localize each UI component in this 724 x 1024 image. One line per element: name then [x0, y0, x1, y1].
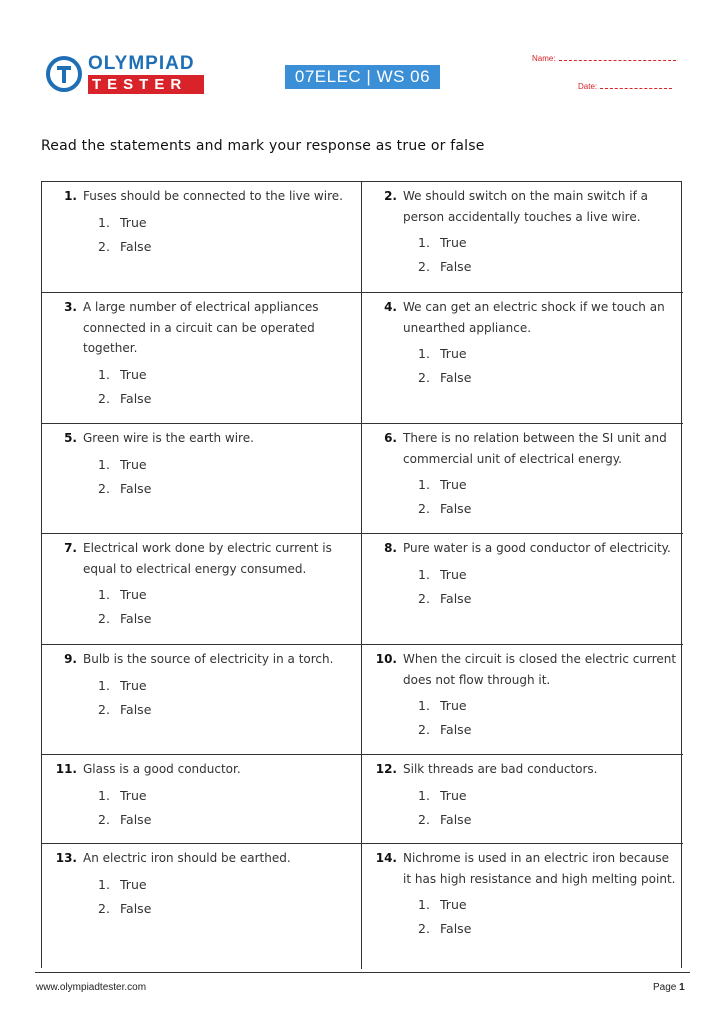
- answer-option-false[interactable]: [418, 718, 677, 742]
- option-number: 2.: [98, 900, 110, 916]
- date-field: [578, 82, 672, 91]
- question-cell: [362, 293, 683, 424]
- option-label: False: [440, 501, 472, 516]
- date-label: Date:: [578, 82, 598, 91]
- question-statement: [48, 428, 355, 449]
- answer-option-true[interactable]: [418, 473, 677, 497]
- answer-option-true[interactable]: [418, 784, 677, 808]
- option-number: 2.: [98, 238, 110, 254]
- option-label: True: [120, 366, 147, 382]
- question-statement: [48, 848, 355, 869]
- option-label: False: [440, 722, 472, 737]
- option-label: True: [120, 876, 147, 892]
- option-label: True: [120, 787, 147, 803]
- option-label: False: [120, 480, 152, 496]
- question-number: 13.: [55, 851, 77, 865]
- option-number: 1.: [418, 566, 430, 582]
- option-number: 1.: [418, 235, 430, 250]
- question-statement: [48, 649, 355, 670]
- question-number: 5.: [64, 431, 77, 445]
- option-label: True: [440, 235, 467, 250]
- question-statement: [48, 297, 355, 359]
- answer-option-false[interactable]: [418, 917, 677, 941]
- answer-options: [418, 231, 677, 279]
- option-number: 1.: [418, 346, 430, 361]
- question-text: Nichrome is used in an electric iron because it has high resistance and high melting point.: [403, 851, 676, 886]
- option-number: 1.: [418, 698, 430, 713]
- answer-options: [98, 784, 355, 832]
- option-number: 2.: [418, 259, 430, 274]
- name-blank[interactable]: [559, 60, 676, 61]
- question-number: 1.: [64, 189, 77, 203]
- question-statement: [368, 428, 677, 469]
- question-number: 10.: [375, 652, 397, 666]
- question-cell: [362, 182, 683, 293]
- question-text: Silk threads are bad conductors.: [403, 762, 598, 776]
- question-cell: [362, 645, 683, 755]
- option-label: False: [120, 390, 152, 406]
- answer-option-true[interactable]: [418, 231, 677, 255]
- footer-url: www.olympiadtester.com: [36, 982, 147, 993]
- question-number: 4.: [384, 300, 397, 314]
- answer-options: [418, 893, 677, 941]
- option-number: 1.: [98, 587, 110, 602]
- option-number: 2.: [418, 370, 430, 385]
- option-number: 1.: [98, 787, 110, 803]
- option-label: True: [440, 346, 467, 361]
- option-number: 1.: [98, 214, 110, 230]
- option-number: 1.: [98, 456, 110, 472]
- question-number: 12.: [375, 762, 397, 776]
- question-cell: [362, 844, 683, 969]
- answer-option-true[interactable]: [98, 583, 355, 607]
- question-number: 11.: [55, 762, 77, 776]
- option-label: True: [440, 566, 467, 582]
- question-number: 3.: [64, 300, 77, 314]
- option-label: False: [440, 811, 472, 827]
- answer-options: [418, 473, 677, 521]
- option-number: 2.: [98, 701, 110, 717]
- page-number: 1: [679, 982, 685, 993]
- answer-options: [98, 583, 355, 631]
- question-cell: [42, 534, 362, 645]
- question-number: 6.: [384, 431, 397, 445]
- question-text: There is no relation between the SI unit and commercial unit of electrical energy.: [403, 431, 667, 466]
- question-statement: [368, 649, 677, 690]
- question-number: 7.: [64, 541, 77, 555]
- question-statement: [368, 297, 677, 338]
- answer-option-true[interactable]: [418, 694, 677, 718]
- question-cell: [362, 534, 683, 645]
- date-blank[interactable]: [600, 88, 672, 89]
- question-cell: [42, 182, 362, 293]
- question-number: 8.: [384, 541, 397, 555]
- answer-option-false[interactable]: [418, 497, 677, 521]
- option-label: False: [440, 921, 472, 936]
- answer-option-false[interactable]: [98, 235, 355, 259]
- option-number: 2.: [418, 921, 430, 936]
- answer-options: [98, 363, 355, 411]
- question-number: 2.: [384, 189, 397, 203]
- option-label: True: [120, 456, 147, 472]
- answer-options: [418, 784, 677, 832]
- question-statement: [368, 538, 677, 559]
- question-text: We should switch on the main switch if a person accidentally touches a live wire.: [403, 189, 648, 224]
- option-number: 1.: [98, 366, 110, 382]
- question-cell: [362, 424, 683, 534]
- answer-option-false[interactable]: [98, 698, 355, 722]
- answer-option-false[interactable]: [418, 366, 677, 390]
- question-cell: [42, 844, 362, 969]
- question-cell: [42, 645, 362, 755]
- logo-t-icon: [46, 56, 82, 92]
- option-label: False: [120, 811, 152, 827]
- answer-options: [418, 563, 677, 611]
- question-cell: [42, 755, 362, 844]
- answer-option-true[interactable]: [98, 873, 355, 897]
- worksheet-code-badge: 07ELEC | WS 06: [285, 65, 440, 89]
- answer-option-false[interactable]: [98, 477, 355, 501]
- question-text: We can get an electric shock if we touch an unearthed appliance.: [403, 300, 665, 335]
- option-label: False: [440, 370, 472, 385]
- answer-option-false[interactable]: [98, 897, 355, 921]
- option-label: True: [440, 897, 467, 912]
- option-label: False: [440, 590, 472, 606]
- option-number: 1.: [98, 677, 110, 693]
- question-statement: [368, 186, 677, 227]
- option-label: True: [120, 214, 147, 230]
- instructions-heading: Read the statements and mark your response as true or false: [41, 138, 485, 154]
- option-label: False: [120, 238, 152, 254]
- option-number: 2.: [418, 811, 430, 827]
- answer-option-true[interactable]: [418, 342, 677, 366]
- question-text: A large number of electrical appliances connected in a circuit can be operated together.: [83, 300, 319, 355]
- question-cell: [42, 293, 362, 424]
- option-number: 1.: [418, 477, 430, 492]
- question-statement: [368, 759, 677, 780]
- answer-options: [98, 453, 355, 501]
- option-label: False: [120, 611, 152, 626]
- question-grid: [41, 181, 682, 968]
- option-number: 1.: [418, 897, 430, 912]
- question-cell: [362, 755, 683, 844]
- answer-option-true[interactable]: [98, 363, 355, 387]
- question-statement: [48, 538, 355, 579]
- option-label: False: [120, 900, 152, 916]
- name-label: Name:: [532, 54, 556, 63]
- answer-option-false[interactable]: [98, 387, 355, 411]
- option-number: 2.: [418, 501, 430, 516]
- question-number: 9.: [64, 652, 77, 666]
- question-text: Bulb is the source of electricity in a torch.: [83, 652, 334, 666]
- option-label: True: [440, 787, 467, 803]
- name-field: [532, 54, 676, 63]
- answer-options: [98, 873, 355, 921]
- option-label: True: [440, 477, 467, 492]
- answer-option-true[interactable]: [98, 453, 355, 477]
- option-number: 2.: [98, 390, 110, 406]
- option-number: 2.: [98, 811, 110, 827]
- olympiad-tester-logo: [46, 54, 206, 96]
- option-number: 2.: [418, 722, 430, 737]
- answer-option-true[interactable]: [98, 211, 355, 235]
- answer-option-false[interactable]: [98, 808, 355, 832]
- option-number: 1.: [98, 876, 110, 892]
- answer-option-false[interactable]: [418, 255, 677, 279]
- question-text: Green wire is the earth wire.: [83, 431, 254, 445]
- footer-page: [653, 982, 685, 993]
- question-cell: [42, 424, 362, 534]
- question-text: Electrical work done by electric current is equal to electrical energy consumed.: [83, 541, 332, 576]
- answer-option-true[interactable]: [98, 784, 355, 808]
- answer-options: [418, 342, 677, 390]
- logo-line1: OLYMPIAD: [88, 53, 195, 74]
- option-number: 2.: [98, 611, 110, 626]
- option-label: True: [440, 698, 467, 713]
- page-label: Page: [653, 982, 677, 993]
- answer-options: [418, 694, 677, 742]
- question-number: 14.: [375, 851, 397, 865]
- answer-option-true[interactable]: [418, 563, 677, 587]
- answer-option-true[interactable]: [98, 674, 355, 698]
- question-text: When the circuit is closed the electric current does not flow through it.: [403, 652, 677, 687]
- answer-options: [98, 211, 355, 259]
- option-number: 2.: [418, 590, 430, 606]
- logo-line2: TESTER: [88, 75, 204, 94]
- question-statement: [368, 848, 677, 889]
- option-label: True: [120, 677, 147, 693]
- answer-option-false[interactable]: [418, 587, 677, 611]
- option-number: 2.: [98, 480, 110, 496]
- answer-option-false[interactable]: [418, 808, 677, 832]
- question-text: An electric iron should be earthed.: [83, 851, 291, 865]
- answer-option-false[interactable]: [98, 607, 355, 631]
- question-text: Pure water is a good conductor of electricity.: [403, 541, 671, 555]
- question-statement: [48, 186, 355, 207]
- question-statement: [48, 759, 355, 780]
- option-label: False: [440, 259, 472, 274]
- option-label: False: [120, 701, 152, 717]
- option-label: True: [120, 587, 147, 602]
- answer-options: [98, 674, 355, 722]
- question-text: Glass is a good conductor.: [83, 762, 241, 776]
- option-number: 1.: [418, 787, 430, 803]
- answer-option-true[interactable]: [418, 893, 677, 917]
- footer-divider: [35, 972, 690, 973]
- question-text: Fuses should be connected to the live wire.: [83, 189, 343, 203]
